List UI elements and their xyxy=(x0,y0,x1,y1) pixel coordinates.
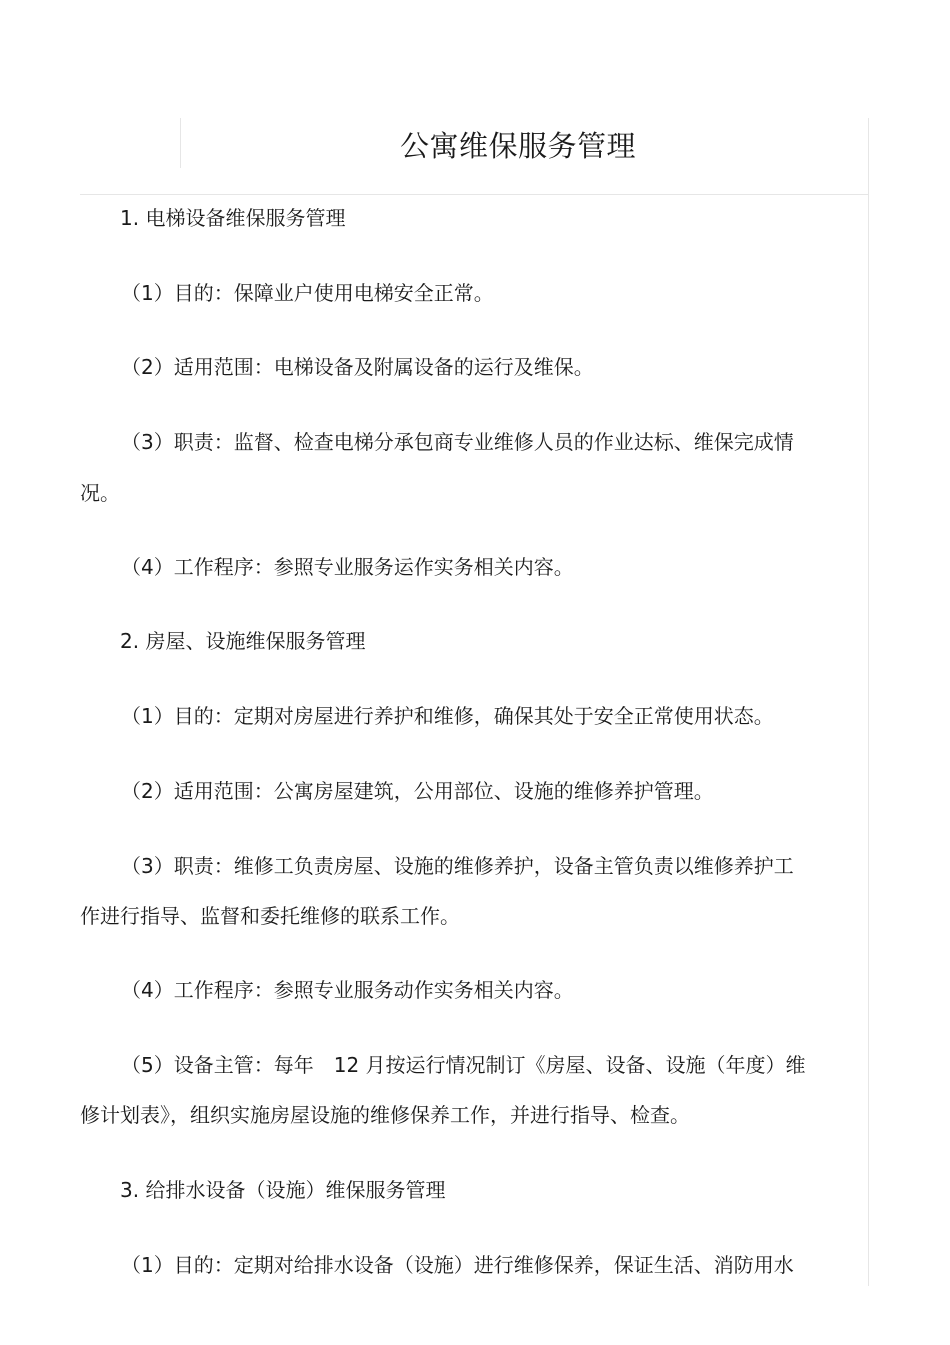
paragraph-line: （4）工作程序：参照专业服务运作实务相关内容。 xyxy=(121,555,574,579)
frame-line-right xyxy=(868,118,869,1286)
paragraph-line-continuation: 修计划表》，组织实施房屋设施的维修保养工作，并进行指导、检查。 xyxy=(80,1103,690,1127)
paragraph-line: （2）适用范围：电梯设备及附属设备的运行及维保。 xyxy=(121,355,594,379)
document-title: 公寓维保服务管理 xyxy=(399,129,636,163)
paragraph-line: （4）工作程序：参照专业服务动作实务相关内容。 xyxy=(121,978,574,1002)
paragraph-line: （1）目的：保障业户使用电梯安全正常。 xyxy=(121,281,494,305)
paragraph-line: （5）设备主管：每年 12 月按运行情况制订《房屋、设备、设施（年度）维 xyxy=(121,1053,806,1077)
section-heading-3: 3. 给排水设备（设施）维保服务管理 xyxy=(120,1178,446,1202)
paragraph-line: （1）目的：定期对房屋进行养护和维修，确保其处于安全正常使用状态。 xyxy=(121,704,774,728)
section-heading-1: 1. 电梯设备维保服务管理 xyxy=(120,206,346,230)
frame-line-header xyxy=(80,194,869,195)
paragraph-line-continuation: 况。 xyxy=(80,481,120,505)
paragraph-line: （1）目的：定期对给排水设备（设施）进行维修保养，保证生活、消防用水 xyxy=(121,1253,794,1277)
paragraph-line: （3）职责：维修工负责房屋、设施的维修养护，设备主管负责以维修养护工 xyxy=(121,854,794,878)
paragraph-line-continuation: 作进行指导、监督和委托维修的联系工作。 xyxy=(80,904,460,928)
paragraph-line: （3）职责：监督、检查电梯分承包商专业维修人员的作业达标、维保完成情 xyxy=(121,430,794,454)
paragraph-line: （2）适用范围：公寓房屋建筑，公用部位、设施的维修养护管理。 xyxy=(121,779,714,803)
section-heading-2: 2. 房屋、设施维保服务管理 xyxy=(120,629,366,653)
